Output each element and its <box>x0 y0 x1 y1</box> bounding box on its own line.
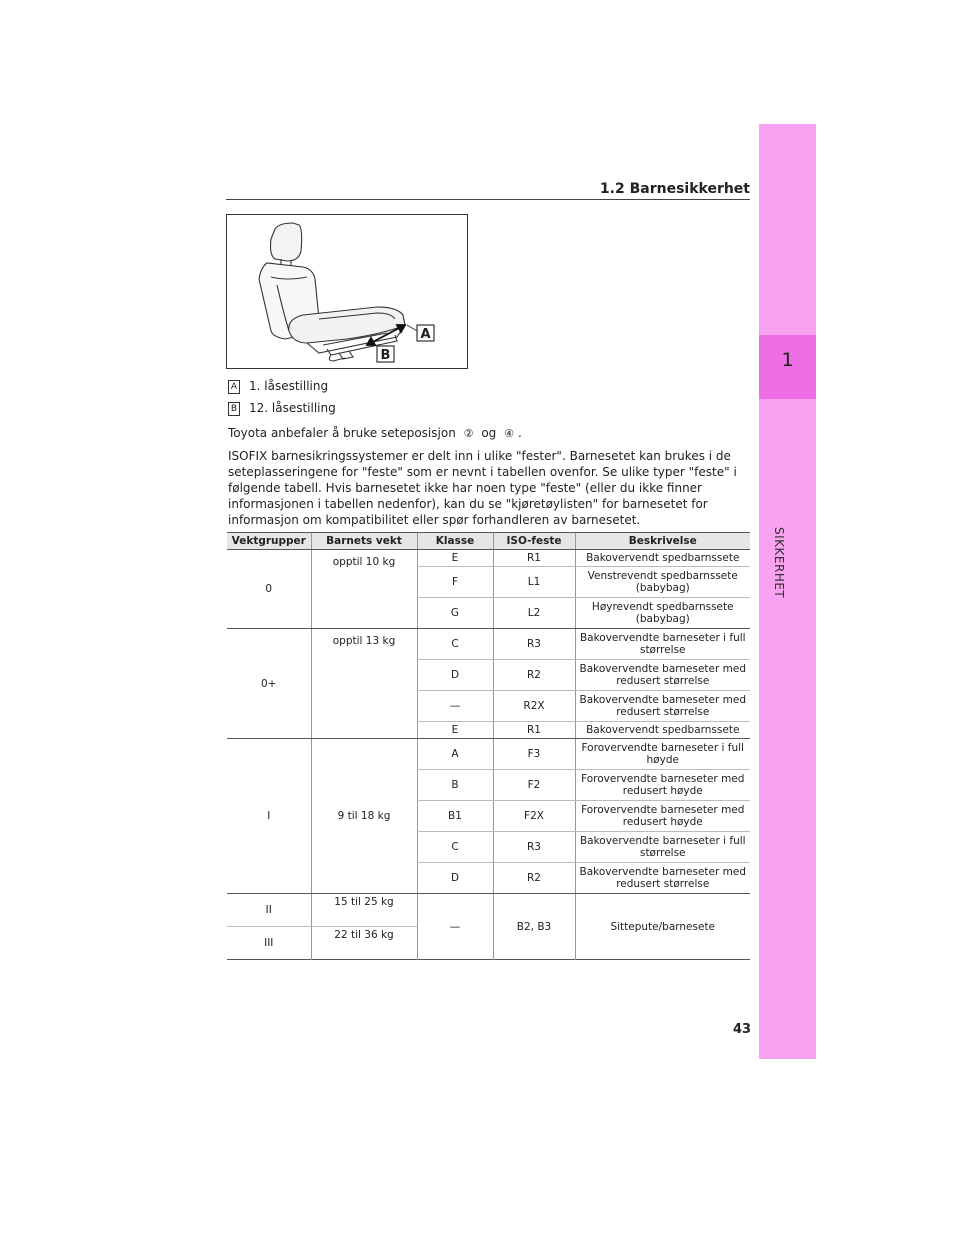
klasse-cell: — <box>417 691 493 722</box>
car-seat-drawing <box>227 215 469 370</box>
iso-cell: F3 <box>493 739 575 770</box>
weight-cell: opptil 13 kg <box>311 629 417 739</box>
header-vektgrupper: Vektgrupper <box>227 533 311 550</box>
section-heading: 1.2 Barnesikkerhet <box>599 181 750 197</box>
beskrivelse-cell: Bakovervendte barneseter i full størrelse <box>575 629 750 660</box>
beskrivelse-cell: Bakovervendte barneseter med redusert størrelse <box>575 691 750 722</box>
header-barnets-vekt: Barnets vekt <box>311 533 417 550</box>
recommend-after: . <box>518 426 522 440</box>
klasse-cell: E <box>417 550 493 567</box>
callout-b-letter: B <box>228 402 240 416</box>
beskrivelse-cell: Bakovervendte barneseter i full størrelse <box>575 832 750 863</box>
iso-cell: R1 <box>493 550 575 567</box>
klasse-cell: C <box>417 629 493 660</box>
group-cell: 0+ <box>227 629 311 739</box>
page-number: 43 <box>733 1022 752 1037</box>
klasse-cell: — <box>417 894 493 960</box>
heading-rule <box>226 199 750 200</box>
table-row <box>227 550 750 567</box>
table-header-row <box>227 533 750 550</box>
iso-cell: L1 <box>493 567 575 598</box>
klasse-cell: B1 <box>417 801 493 832</box>
header-klasse: Klasse <box>417 533 493 550</box>
chapter-title: SIKKERHET <box>772 527 786 599</box>
iso-cell: R3 <box>493 629 575 660</box>
isofix-paragraph: ISOFIX barnesikringssystemer er delt inn i ulike "fester". Barnesetet kan brukes i de seteplasseringene for "feste" som er nevnt i tabellen ovenfor. Se ulike typer "feste" i følgende tabell. Hvis barnesetet ikke har noen type "feste" (eller du ikke finner informasjonen i tabellen nedenfor), kan du se "kjøretøylisten" for barnesetet for informasjon om kompatibilitet eller spør forhandleren av barnesetet. <box>228 449 737 527</box>
callout-b <box>228 401 336 416</box>
table-row <box>227 739 750 770</box>
iso-cell: R2 <box>493 863 575 894</box>
klasse-cell: F <box>417 567 493 598</box>
seat-position-2-icon: ② <box>463 427 474 440</box>
group-cell: III <box>264 937 274 949</box>
recommendation-text <box>228 425 738 442</box>
recommend-og: og <box>481 426 497 440</box>
group-cell: I <box>227 739 311 894</box>
header-iso-feste: ISO-feste <box>493 533 575 550</box>
beskrivelse-cell: Bakovervendt spedbarnssete <box>575 722 750 739</box>
beskrivelse-cell: Forovervendte barneseter i full høyde <box>575 739 750 770</box>
iso-cell: L2 <box>493 598 575 629</box>
figure-label-b: B <box>380 348 391 363</box>
seat-illustration <box>226 214 468 369</box>
beskrivelse-cell: Bakovervendte barneseter med redusert størrelse <box>575 660 750 691</box>
callout-a-letter: A <box>228 380 240 394</box>
group-cell: II <box>227 894 311 927</box>
figure-label-a: A <box>420 327 431 342</box>
recommend-before: Toyota anbefaler å bruke seteposisjon <box>228 426 456 440</box>
beskrivelse-cell: Bakovervendt spedbarnssete <box>575 550 750 567</box>
klasse-cell: B <box>417 770 493 801</box>
beskrivelse-cell: Bakovervendte barneseter med redusert størrelse <box>575 863 750 894</box>
weight-cell: opptil 10 kg <box>311 550 417 629</box>
klasse-cell: E <box>417 722 493 739</box>
klasse-cell: G <box>417 598 493 629</box>
iso-cell: F2X <box>493 801 575 832</box>
callout-a-text: 1. låsestilling <box>249 379 329 393</box>
callout-a <box>228 379 328 394</box>
klasse-cell: D <box>417 863 493 894</box>
iso-cell: R3 <box>493 832 575 863</box>
iso-cell: F2 <box>493 770 575 801</box>
weight-cell: 9 til 18 kg <box>311 739 417 894</box>
seat-position-4-icon: ④ <box>504 427 514 440</box>
iso-cell: B2, B3 <box>493 894 575 960</box>
header-beskrivelse: Beskrivelse <box>575 533 750 550</box>
klasse-cell: C <box>417 832 493 863</box>
callout-b-text: 12. låsestilling <box>249 401 336 415</box>
klasse-cell: D <box>417 660 493 691</box>
beskrivelse-cell: Høyrevendt spedbarnssete (babybag) <box>575 598 750 629</box>
beskrivelse-cell: Sittepute/barnesete <box>575 894 750 960</box>
table-row <box>227 629 750 660</box>
beskrivelse-cell: Venstrevendt spedbarnssete (babybag) <box>575 567 750 598</box>
chapter-side-tab <box>759 124 816 1059</box>
isofix-table <box>227 532 750 960</box>
iso-cell: R1 <box>493 722 575 739</box>
iso-cell: R2 <box>493 660 575 691</box>
chapter-number: 1 <box>781 349 794 371</box>
weight-cell: 15 til 25 kg <box>311 894 417 927</box>
beskrivelse-cell: Forovervendte barneseter med redusert høyde <box>575 801 750 832</box>
weight-cell: 22 til 36 kg <box>311 927 417 960</box>
table-row <box>227 894 750 927</box>
iso-cell: R2X <box>493 691 575 722</box>
group-cell: 0 <box>227 550 311 629</box>
beskrivelse-cell: Forovervendte barneseter med redusert høyde <box>575 770 750 801</box>
klasse-cell: A <box>417 739 493 770</box>
